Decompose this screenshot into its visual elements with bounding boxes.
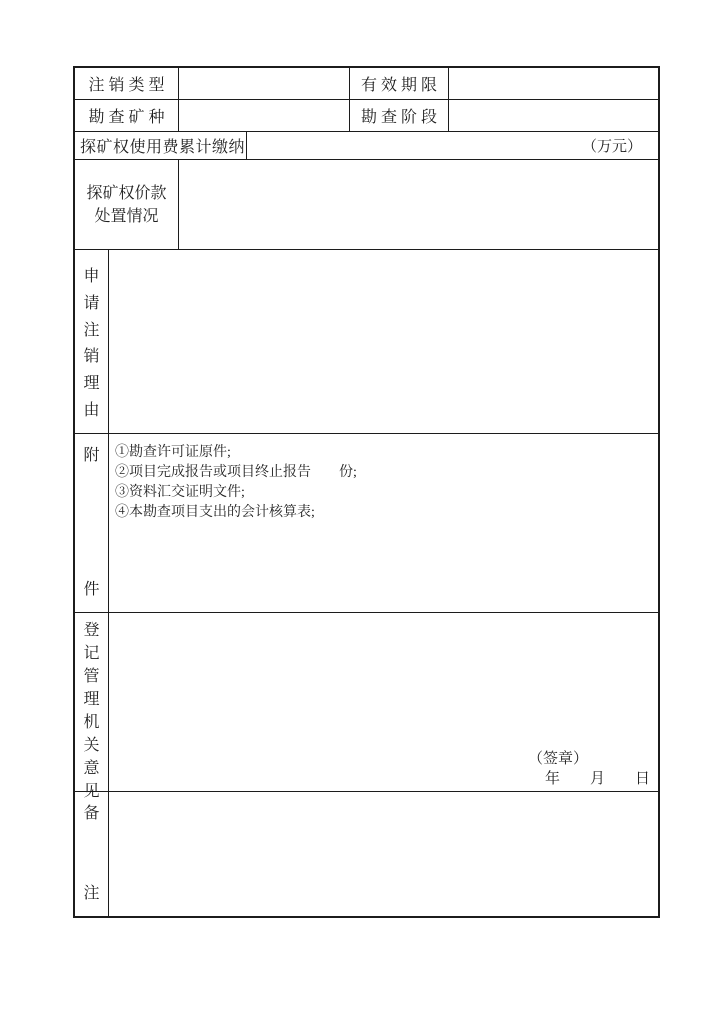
attachments-list xyxy=(109,434,363,523)
cancel-reason-field[interactable] xyxy=(109,250,658,433)
seal-placeholder: （签章） xyxy=(527,751,588,767)
row-price-disposal xyxy=(75,160,658,250)
stage-field[interactable] xyxy=(449,100,658,131)
remarks-label: 备 注 xyxy=(75,792,109,916)
authority-opinion-label: 登 记 管 理 机 关 意 见 xyxy=(75,613,109,791)
attachment-item: ③资料汇交证明文件; xyxy=(115,485,245,500)
row-attachments xyxy=(75,434,658,613)
attachment-item: ④本勘查项目支出的会计核算表; xyxy=(115,505,315,520)
remarks-field[interactable] xyxy=(109,792,658,916)
fee-label: 探矿权使用费累计缴纳 xyxy=(75,132,247,159)
mineral-field[interactable] xyxy=(179,100,350,131)
price-disposal-field[interactable] xyxy=(179,160,658,249)
attachments-field xyxy=(109,434,658,612)
cancel-type-label: 注 销 类 型 xyxy=(75,68,179,99)
attachments-label: 附 件 xyxy=(75,434,109,612)
authority-opinion-field[interactable] xyxy=(109,613,658,791)
valid-period-label: 有 效 期 限 xyxy=(350,68,449,99)
valid-period-field[interactable] xyxy=(449,68,658,99)
cancellation-form-table xyxy=(73,66,660,918)
attachment-item: ①勘查许可证原件; xyxy=(115,445,231,460)
price-disposal-label xyxy=(75,160,179,249)
date-placeholder: 年 月 日 xyxy=(544,771,650,787)
row-mineral xyxy=(75,100,658,132)
mineral-label: 勘 查 矿 种 xyxy=(75,100,179,131)
cancel-type-field[interactable] xyxy=(179,68,350,99)
fee-amount-field[interactable] xyxy=(247,132,658,159)
row-cancel-type xyxy=(75,68,658,100)
price-disposal-label-line1: 探矿权价款 xyxy=(86,184,167,202)
row-fee xyxy=(75,132,658,160)
cancel-reason-label: 申 请 注 销 理 由 xyxy=(75,250,109,433)
fee-unit-label: （万元） xyxy=(581,139,642,155)
attachment-item: ②项目完成报告或项目终止报告 份; xyxy=(115,465,357,480)
price-disposal-label-line2: 处置情况 xyxy=(94,207,159,225)
stage-label: 勘 查 阶 段 xyxy=(350,100,449,131)
signature-block xyxy=(109,749,658,791)
row-remarks xyxy=(75,792,658,916)
row-authority-opinion xyxy=(75,613,658,800)
row-cancel-reason xyxy=(75,250,658,434)
